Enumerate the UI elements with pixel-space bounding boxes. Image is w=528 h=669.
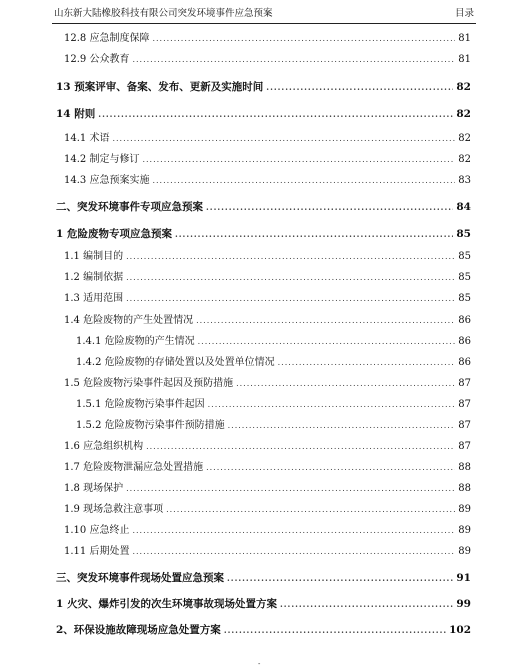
toc-entry-title: 14 附则 (56, 108, 96, 120)
toc-page-number: 86 (458, 336, 471, 347)
toc-page-number: 89 (458, 546, 471, 557)
toc-entry[interactable] (76, 418, 471, 434)
toc-page-number: 84 (456, 201, 471, 213)
toc-dot-leader (280, 596, 453, 612)
toc-entry[interactable] (56, 596, 471, 612)
toc-dot-leader (206, 460, 455, 476)
toc-page-number: 99 (456, 598, 471, 610)
toc-page-number: 88 (458, 462, 471, 473)
toc-entry-title: 12.8 应急制度保障 (64, 33, 150, 44)
toc-page-number: 85 (458, 293, 471, 304)
toc-dot-leader (227, 570, 453, 586)
toc-entry[interactable] (64, 270, 471, 286)
toc-page-number: 83 (458, 175, 471, 186)
toc-entry-title: 1 火灾、爆炸引发的次生环境事故现场处置方案 (56, 598, 277, 610)
toc-dot-leader (175, 226, 453, 242)
toc-page-number: 87 (458, 378, 471, 389)
toc-page-number: 82 (458, 154, 471, 165)
toc-page-number: 102 (449, 624, 471, 636)
toc-dot-leader (98, 106, 453, 122)
toc-entry-title: 14.3 应急预案实施 (64, 175, 150, 186)
toc-dot-leader (236, 376, 455, 392)
toc-dot-leader (152, 31, 455, 47)
toc-entry[interactable] (64, 173, 471, 189)
toc-dot-leader (266, 79, 453, 95)
toc-entry-title: 二、突发环境事件专项应急预案 (56, 201, 203, 213)
toc-entry[interactable] (56, 199, 471, 215)
toc-entry[interactable] (64, 481, 471, 497)
toc-page-number: 87 (458, 441, 471, 452)
toc-entry-title: 14.1 术语 (64, 133, 110, 144)
toc-page-number: 86 (458, 315, 471, 326)
toc-page-number: 89 (458, 525, 471, 536)
toc-entry[interactable] (56, 226, 471, 242)
toc-dot-leader (126, 249, 455, 265)
toc-dot-leader (228, 418, 456, 434)
toc-entry-title: 1.9 现场急救注意事项 (64, 504, 164, 515)
toc-dot-leader (126, 481, 455, 497)
toc-dot-leader (206, 199, 453, 215)
toc-entry[interactable] (56, 570, 471, 586)
toc-page-number: 86 (458, 357, 471, 368)
toc-dot-leader (126, 291, 455, 307)
toc-page-number: 85 (458, 251, 471, 262)
toc-entry-title: 13 预案评审、备案、发布、更新及实施时间 (56, 81, 264, 93)
toc-entry[interactable] (64, 31, 471, 47)
toc-entry-title: 1.8 现场保护 (64, 483, 124, 494)
toc-dot-leader (126, 270, 455, 286)
toc-dot-leader (146, 439, 455, 455)
toc-entry[interactable] (76, 355, 471, 371)
toc-page-number: 81 (458, 54, 471, 65)
toc-entry-title: 12.9 公众教育 (64, 54, 130, 65)
toc-dot-leader (152, 173, 455, 189)
toc-dot-leader (132, 544, 455, 560)
toc-entry-title: 三、突发环境事件现场处置应急预案 (56, 572, 224, 584)
toc-page-number: 89 (458, 504, 471, 515)
toc-entry[interactable] (64, 313, 471, 329)
section-label: 目录 (454, 8, 474, 19)
toc-entry-title: 1.5 危险废物污染事件起因及预防措施 (64, 378, 234, 389)
toc-entry[interactable] (56, 79, 471, 95)
toc-page-number: 85 (456, 228, 471, 240)
toc-dot-leader (224, 622, 446, 638)
toc-entry-title: 1.5.2 危险废物污染事件预防措施 (76, 420, 225, 431)
toc-dot-leader (208, 397, 456, 413)
toc-entry[interactable] (64, 460, 471, 476)
toc-dot-leader (196, 313, 455, 329)
toc-entry-title: 1.6 应急组织机构 (64, 441, 144, 452)
toc-entry-title: 1.2 编制依据 (64, 272, 124, 283)
toc-entry[interactable] (76, 334, 471, 350)
toc-page-number: 88 (458, 483, 471, 494)
toc-entry-title: 1.11 后期处置 (64, 546, 130, 557)
toc-entry-title: 1 危险废物专项应急预案 (56, 228, 172, 240)
toc-entry[interactable] (64, 291, 471, 307)
toc-page-number: 81 (458, 33, 471, 44)
toc-dot-leader (142, 152, 455, 168)
toc-page-number: 85 (458, 272, 471, 283)
toc-entry-title: 1.5.1 危险废物污染事件起因 (76, 399, 205, 410)
toc-page-number: 87 (458, 399, 471, 410)
toc-entry[interactable] (64, 502, 471, 518)
toc-entry-title: 1.4 危险废物的产生处置情况 (64, 315, 194, 326)
toc-page-number: 82 (458, 133, 471, 144)
toc-entry-title: 14.2 制定与修订 (64, 154, 140, 165)
toc-entry-title: 1.7 危险废物泄漏应急处置措施 (64, 462, 204, 473)
toc-page-number: 82 (456, 81, 471, 93)
toc-entry[interactable] (64, 523, 471, 539)
toc-dot-leader (132, 523, 455, 539)
page-footer-mark: - (258, 660, 261, 668)
toc-entry[interactable] (64, 152, 471, 168)
toc-page-number: 91 (456, 572, 471, 584)
toc-dot-leader (166, 502, 455, 518)
toc-entry-title: 1.4.1 危险废物的产生情况 (76, 336, 195, 347)
toc-page-number: 87 (458, 420, 471, 431)
toc-entry[interactable] (64, 52, 471, 68)
toc-entry[interactable] (76, 397, 471, 413)
toc-dot-leader (278, 355, 456, 371)
toc-entry-title: 1.1 编制目的 (64, 251, 124, 262)
toc-entry[interactable] (64, 376, 471, 392)
toc-entry[interactable] (56, 622, 471, 638)
toc-dot-leader (112, 131, 455, 147)
toc-dot-leader (132, 52, 455, 68)
toc-page-number: 82 (456, 108, 471, 120)
toc-entry-title: 1.10 应急终止 (64, 525, 130, 536)
toc-entry[interactable] (64, 544, 471, 560)
document-title: 山东新大陆橡胶科技有限公司突发环境事件应急预案 (54, 8, 273, 19)
toc-entry-title: 1.4.2 危险废物的存储处置以及处置单位情况 (76, 357, 275, 368)
toc-entry[interactable] (64, 249, 471, 265)
toc-dot-leader (198, 334, 456, 350)
toc-entry[interactable] (56, 106, 471, 122)
toc-entry[interactable] (64, 131, 471, 147)
toc-entry-title: 2、环保设施故障现场应急处置方案 (56, 624, 221, 636)
toc-entry-title: 1.3 适用范围 (64, 293, 124, 304)
toc-entry[interactable] (64, 439, 471, 455)
